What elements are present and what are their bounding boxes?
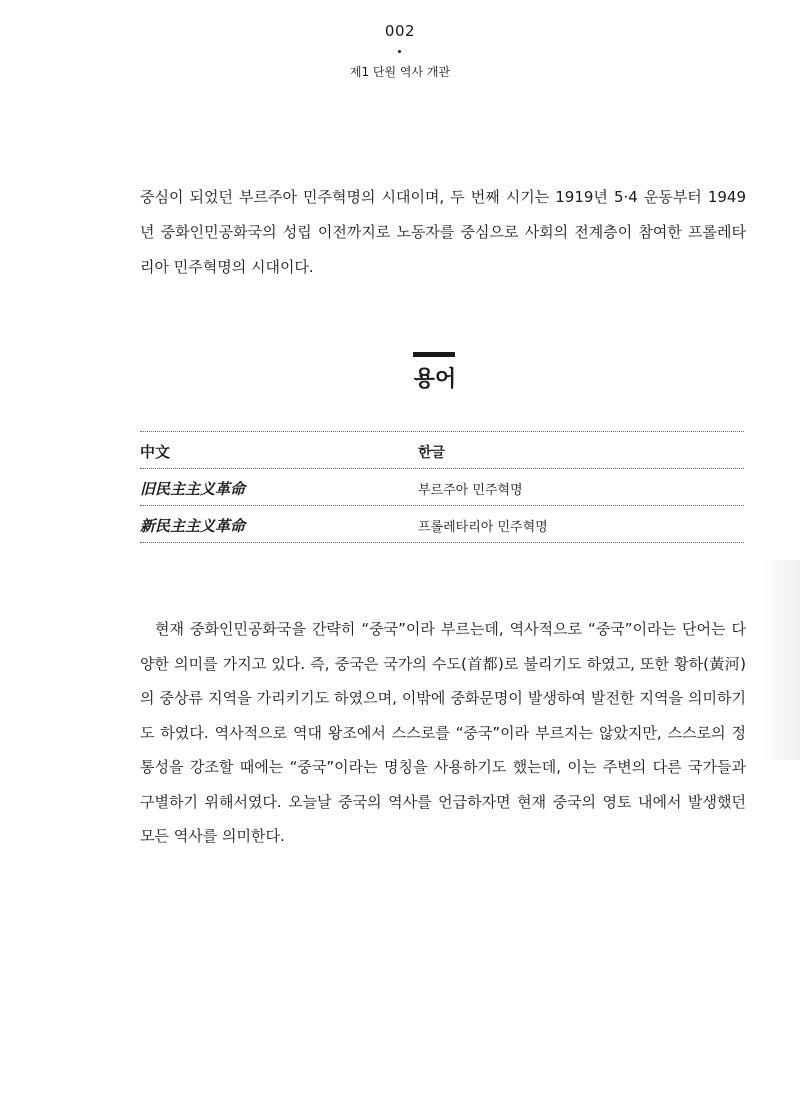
glossary-title: 용어 [413, 367, 457, 392]
glossary-header-row [140, 431, 744, 468]
section-title-bar [413, 352, 455, 357]
glossary-row [140, 505, 744, 543]
glossary-term-chinese: 新民主主义革命 [140, 517, 246, 535]
glossary-header-korean: 한글 [418, 445, 446, 461]
glossary-table [140, 431, 744, 543]
glossary-row [140, 468, 744, 505]
main-paragraph: 현재 중화인민공화국을 간략히 “중국”이라 부르는데, 역사적으로 “중국”이라는 단어는 다양한 의미를 가지고 있다. 즉, 중국은 국가의 수도(首都)로 불리기도 하였고, 또한 황하(黃河)의 중상류 지역을 가리키기도 하였으며, 이밖에 중화문명이 발생하여 발전한 지역을 의미하기도 하였다. 역사적으로 역대 왕조에서 스스로를 “중국”이라 부르지는 않았지만, 스스로의 정통성을 강조할 때에는 “중국”이라는 명칭을 사용하기도 했는데, 이는 주변의 다른 국가들과 구별하기 위해서였다. 오늘날 중국의 역사를 언급하자면 현재 중국의 영토 내에서 발생했던 모든 역사를 의미한다. [140, 620, 746, 845]
page-number: 002 [384, 22, 416, 40]
chapter-title: 제1 단원 역사 개관 [349, 65, 451, 79]
glossary-term-chinese: 旧民主主义革命 [140, 480, 246, 498]
glossary-term-korean: 부르주아 민주혁명 [418, 483, 523, 498]
glossary-term-korean: 프롤레타리아 민주혁명 [418, 520, 548, 535]
glossary-header-chinese: 中文 [140, 443, 171, 461]
page-edge-shadow [760, 560, 800, 760]
intro-paragraph: 중심이 되었던 부르주아 민주혁명의 시대이며, 두 번째 시기는 1919년 5·4 운동부터 1949년 중화인민공화국의 성립 이전까지로 노동자를 중심으로 사회의 전계층이 참여한 프롤레타리아 민주혁명의 시대이다. [140, 188, 746, 276]
header-dot [398, 50, 401, 53]
